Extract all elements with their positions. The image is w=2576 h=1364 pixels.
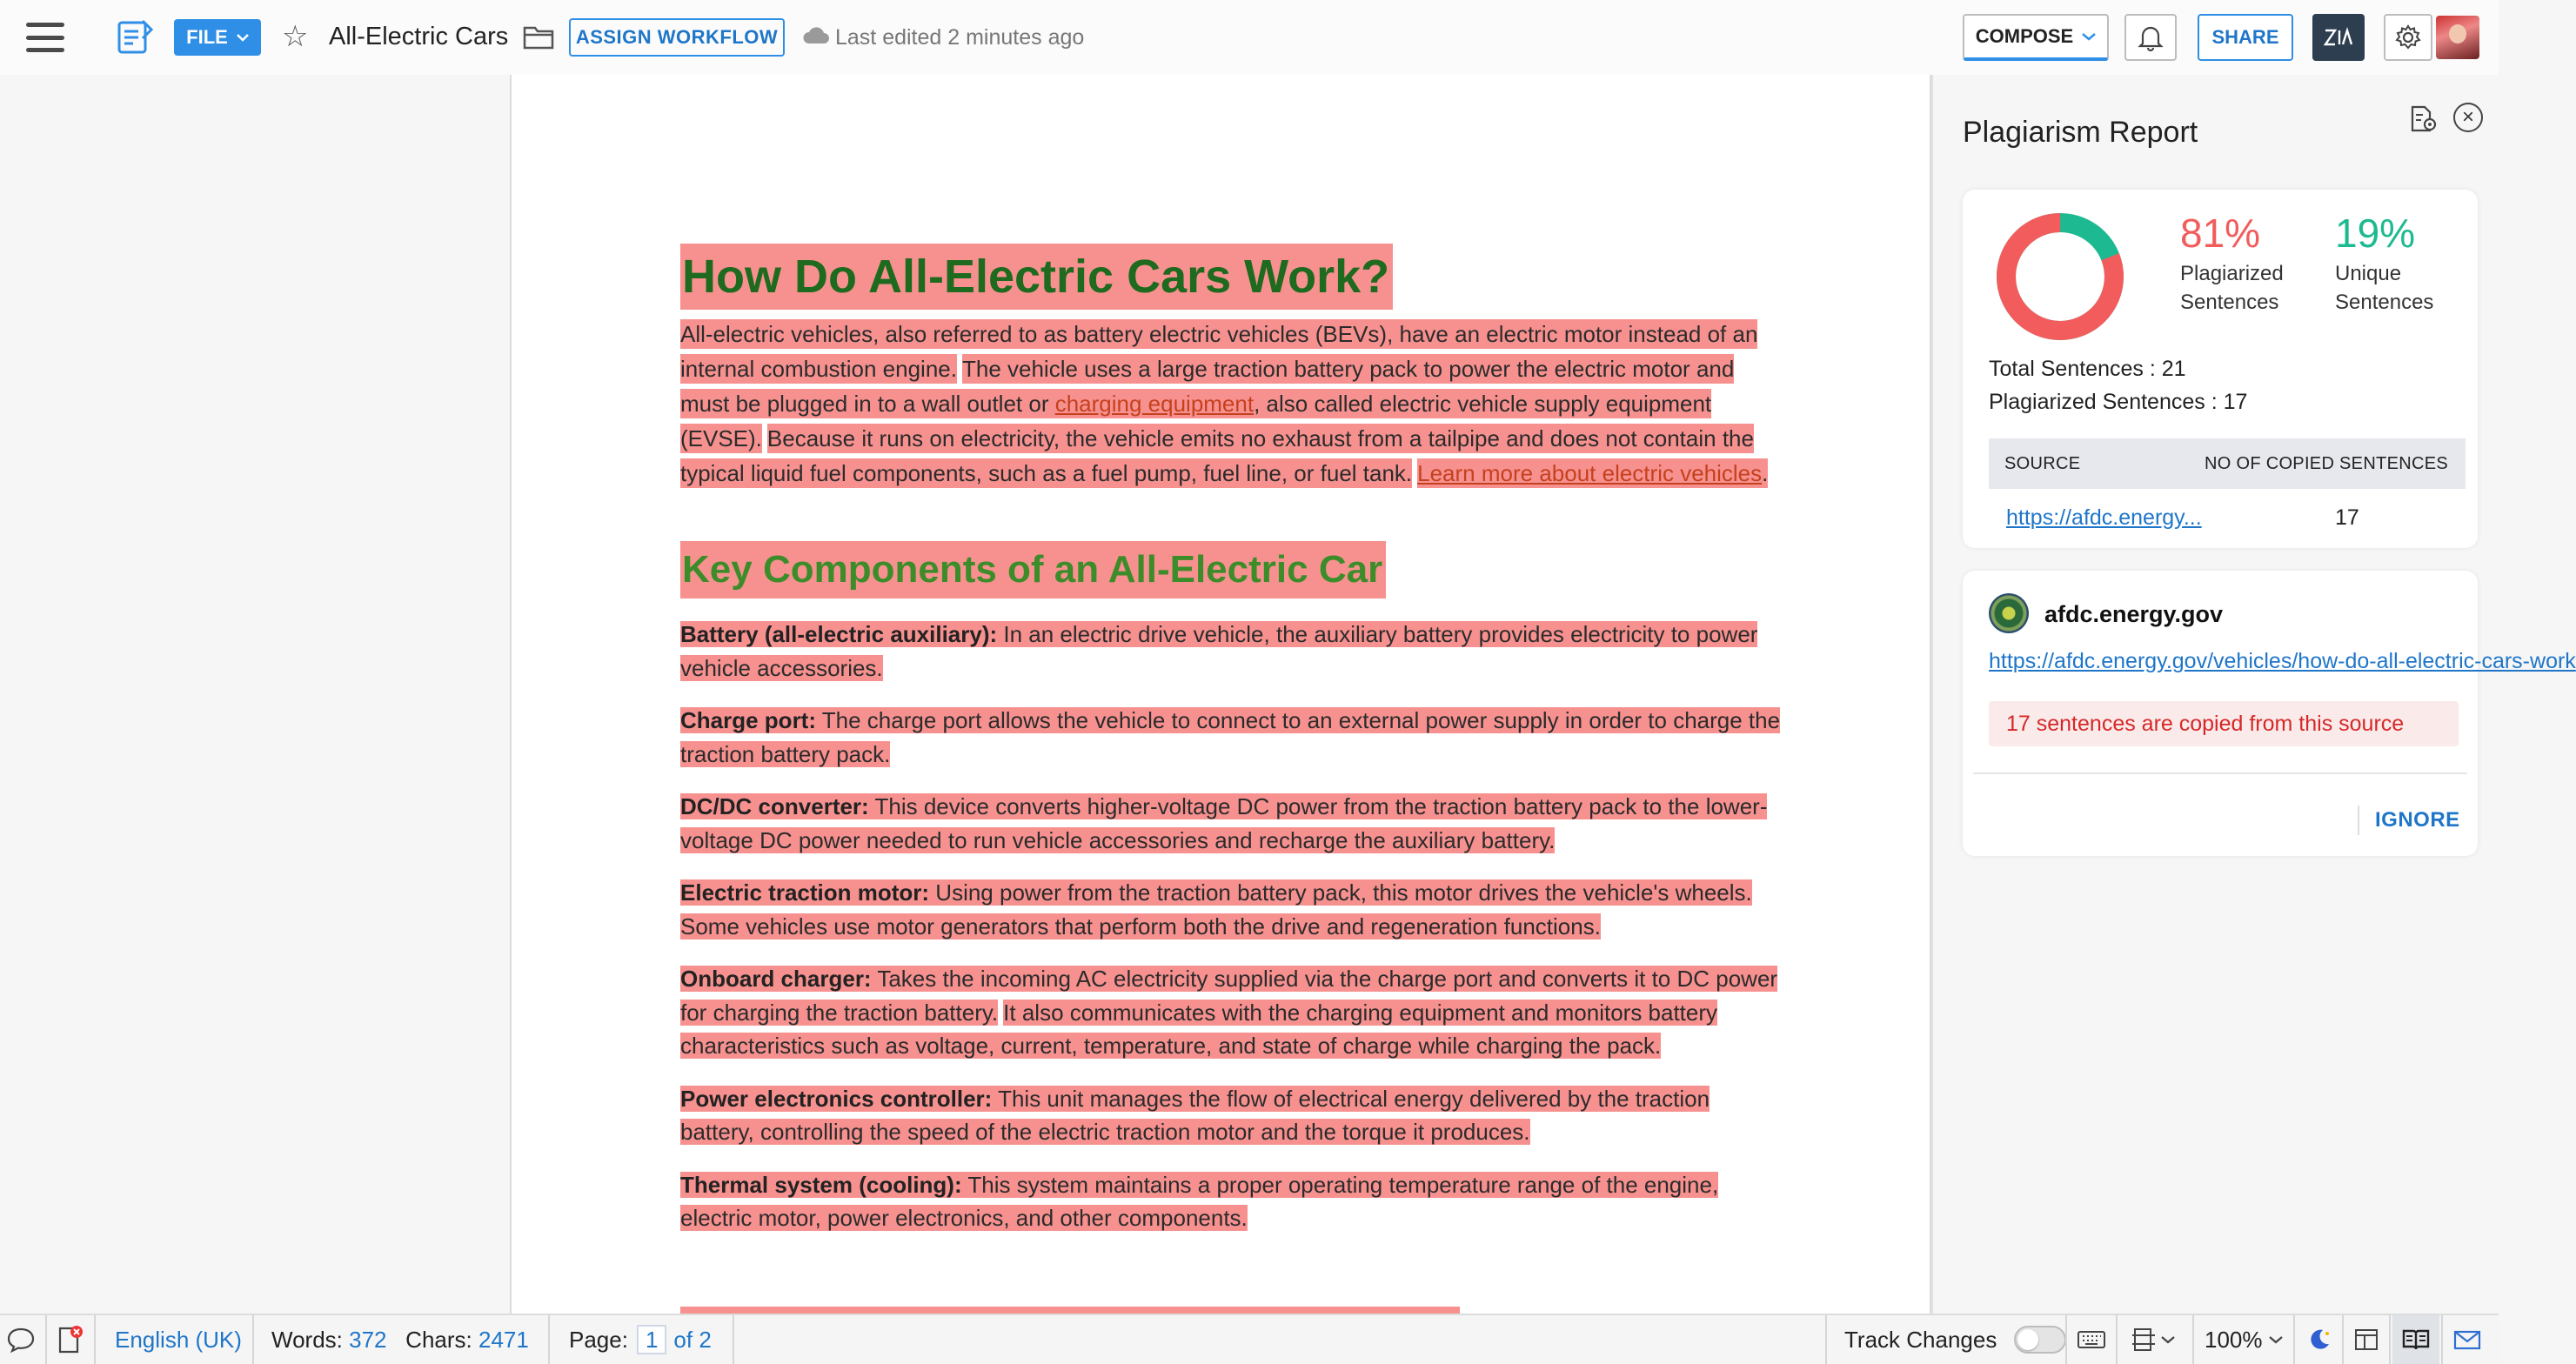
panel-title: Plagiarism Report [1963, 116, 2198, 149]
track-changes-label: Track Changes [1844, 1326, 1997, 1353]
page-navigator [569, 1315, 712, 1364]
zia-icon [2323, 25, 2354, 50]
source-site-name: afdc.energy.gov [2044, 601, 2224, 627]
plagiarized-percent: 81% [2180, 211, 2261, 256]
component-item [680, 790, 1785, 857]
plagiarism-report-panel [1931, 75, 2576, 1314]
plagiarized-label: Plagiarized Sentences [2180, 262, 2284, 314]
feedback-button[interactable] [2450, 1315, 2485, 1364]
component-text: This device converts higher-voltage DC power from the traction battery pack to the lower-voltage DC power needed to run vehicle accessories and recharge the auxiliary battery. [680, 793, 1768, 853]
copied-sentences-badge: 17 sentences are copied from this source [1989, 701, 2459, 746]
divider [2065, 1315, 2067, 1364]
source-table-header [1989, 438, 2466, 489]
words-label: Words: [271, 1326, 343, 1353]
status-bar [0, 1314, 2499, 1362]
chevron-down-icon [2269, 1335, 2283, 1344]
divider [548, 1315, 550, 1364]
component-text: This unit manages the flow of electrical energy delivered by the traction battery, controlling the speed of the electric traction motor and the torque it produces. [680, 1085, 1710, 1145]
keyboard-button[interactable] [2074, 1315, 2109, 1364]
charging-equipment-link[interactable]: charging equipment [1054, 391, 1255, 417]
plagiarism-summary-card [1963, 190, 2478, 548]
component-item [680, 876, 1785, 943]
document-heading: How Do All-Electric Cars Work? [680, 244, 1393, 310]
component-item [680, 962, 1785, 1063]
component-term: Thermal system (cooling): [680, 1171, 962, 1198]
open-book-icon [2401, 1327, 2431, 1352]
chevron-down-icon [2161, 1335, 2175, 1344]
component-term: Power electronics controller: [680, 1085, 993, 1112]
document-body[interactable] [680, 244, 1785, 1235]
page-total: of 2 [673, 1326, 712, 1353]
notifications-button[interactable] [2124, 14, 2177, 61]
mail-icon [2452, 1327, 2482, 1352]
chevron-down-icon [2082, 32, 2096, 41]
intro-paragraph [680, 317, 1785, 491]
gear-icon [2394, 23, 2422, 51]
divider [94, 1315, 96, 1364]
share-button[interactable]: SHARE [2198, 14, 2293, 61]
window-view-icon [2353, 1327, 2379, 1352]
cloud-saved-icon [802, 24, 830, 47]
source-site-logo [1989, 593, 2029, 633]
component-term: Electric traction motor: [680, 879, 930, 906]
zia-assistant-button[interactable] [2312, 14, 2365, 61]
section-heading: Key Components of an All-Electric Car [680, 541, 1386, 598]
highlighted-sentence: Because it runs on electricity, the vehicle emits no exhaust from a tailpipe and does not contain the typical liquid fuel components, such as a fuel pump, fuel line, or fuel tank. [680, 425, 1754, 486]
user-avatar[interactable] [2436, 16, 2479, 59]
component-text: In an electric drive vehicle, the auxiliary battery provides electricity to power vehicle accessories. [680, 621, 1758, 681]
track-changes-toggle[interactable] [2014, 1326, 2066, 1354]
close-icon[interactable]: × [2453, 103, 2483, 132]
divider [2358, 806, 2359, 835]
comments-button[interactable] [3, 1315, 38, 1364]
assign-workflow-button[interactable]: ASSIGN WORKFLOW [569, 18, 785, 57]
highlighted-sentence: All-electric vehicles, also referred to as battery electric vehicles (BEVs), have an electric motor instead of an internal combustion engine. [680, 321, 1758, 382]
component-text: Takes the incoming AC electricity supplied via the charge port and converts it to DC power for charging the traction battery. [680, 966, 1778, 1026]
divider [2441, 1315, 2443, 1364]
plagiarized-segment [1991, 207, 2131, 347]
sentence-text: The vehicle uses a large traction battery pack to power the electric motor and must be plugged in to a wall outlet or [680, 356, 1735, 417]
page-layout-button[interactable] [2126, 1315, 2175, 1364]
chars-label: Chars: [405, 1326, 472, 1353]
divider [45, 1315, 47, 1364]
component-term: Charge port: [680, 707, 816, 733]
divider [2389, 1315, 2391, 1364]
writer-logo-icon[interactable] [117, 17, 155, 56]
compose-button[interactable] [1963, 14, 2109, 61]
document-page[interactable] [510, 75, 1931, 1314]
plagiarized-sentences-count: Plagiarized Sentences : 17 [1989, 390, 2248, 414]
learn-more-link[interactable] [1417, 460, 1762, 486]
document-title[interactable]: All-Electric Cars [329, 23, 509, 50]
source-url-link[interactable]: https://afdc.energy.gov/vehicles/how-do-all-electric-cars-work [1989, 649, 2576, 673]
top-toolbar [0, 0, 2499, 75]
divider [1973, 772, 2467, 774]
total-sentences: Total Sentences : 21 [1989, 357, 2186, 381]
source-detail-card [1963, 571, 2576, 856]
component-item [680, 1168, 1785, 1235]
keyboard-icon [2077, 1329, 2106, 1350]
divider [1825, 1315, 1827, 1364]
last-edited-status: Last edited 2 minutes ago [835, 25, 1085, 50]
component-text: It also communicates with the charging equipment and monitors battery characteristics such as voltage, current, temperature, and state of charge while charging the pack. [680, 999, 1718, 1059]
component-text: Using power from the traction battery pack, this motor drives the vehicle's wheels. Some vehicles use motor generators that perform both the drive and regeneration functions. [680, 879, 1752, 939]
zoom-selector[interactable] [2205, 1315, 2283, 1364]
unique-percent: 19% [2335, 211, 2416, 256]
chevron-down-icon [237, 33, 249, 42]
copied-count-column-header: NO OF COPIED SENTENCES [2205, 453, 2448, 473]
highlighted-sentence [680, 1307, 1460, 1314]
divider [2192, 1315, 2194, 1364]
divider [252, 1315, 254, 1364]
unique-label: Unique Sentences [2335, 262, 2434, 314]
settings-button[interactable] [2384, 14, 2432, 61]
reading-view-button[interactable] [2392, 1315, 2439, 1364]
component-term: Battery (all-electric auxiliary): [680, 621, 998, 647]
component-text: This system maintains a proper operating temperature range of the engine, electric motor, power electronics, and other components. [680, 1171, 1719, 1231]
plagiarism-donut-chart [1996, 212, 2124, 341]
folder-icon[interactable] [522, 21, 555, 52]
moon-icon [2306, 1327, 2332, 1353]
component-term: Onboard charger: [680, 966, 872, 992]
component-text: The charge port allows the vehicle to connect to an external power supply in order to charge the traction battery pack. [680, 707, 1781, 767]
zoom-value: 100% [2205, 1326, 2263, 1353]
document-errors-button[interactable] [52, 1315, 87, 1364]
language-selector[interactable]: English (UK) [115, 1326, 242, 1353]
report-settings-icon[interactable] [2408, 104, 2439, 134]
night-mode-button[interactable] [2302, 1315, 2337, 1364]
divider [2342, 1315, 2344, 1364]
track-changes [1844, 1315, 2066, 1364]
favorite-star-icon[interactable]: ☆ [282, 20, 309, 53]
compose-label: COMPOSE [1975, 25, 2074, 47]
divider [2116, 1315, 2118, 1364]
word-count [271, 1315, 529, 1364]
link-text: Learn more about electric [1417, 460, 1681, 486]
component-item [680, 1082, 1785, 1149]
sentence-end: . [1762, 460, 1769, 486]
file-menu-button[interactable] [174, 19, 261, 56]
normal-view-button[interactable] [2349, 1315, 2384, 1364]
words-value: 372 [349, 1326, 387, 1353]
divider [2293, 1315, 2295, 1364]
bell-icon [2138, 23, 2164, 51]
source-column-header: SOURCE [2004, 453, 2081, 473]
chars-value: 2471 [478, 1326, 529, 1353]
highlighted-sentence [1417, 458, 1768, 488]
hamburger-menu-icon[interactable] [26, 23, 64, 52]
source-link[interactable]: https://afdc.energy... [2006, 505, 2202, 530]
link-text: vehicles [1680, 460, 1763, 486]
component-item [680, 618, 1785, 685]
sentence-text: , also called electric vehicle supply equipment (EVSE). [680, 391, 1712, 451]
source-copied-count: 17 [2335, 505, 2359, 530]
comment-icon [6, 1326, 36, 1354]
divider [733, 1315, 734, 1364]
page-label: Page: [569, 1326, 628, 1353]
page-number-input[interactable]: 1 [637, 1325, 666, 1354]
page-layout-icon [2131, 1327, 2157, 1353]
file-menu-label: FILE [186, 26, 228, 48]
component-term: DC/DC converter: [680, 793, 869, 819]
component-item [680, 704, 1785, 771]
ignore-button[interactable]: IGNORE [2375, 808, 2460, 832]
document-error-icon [56, 1325, 84, 1354]
